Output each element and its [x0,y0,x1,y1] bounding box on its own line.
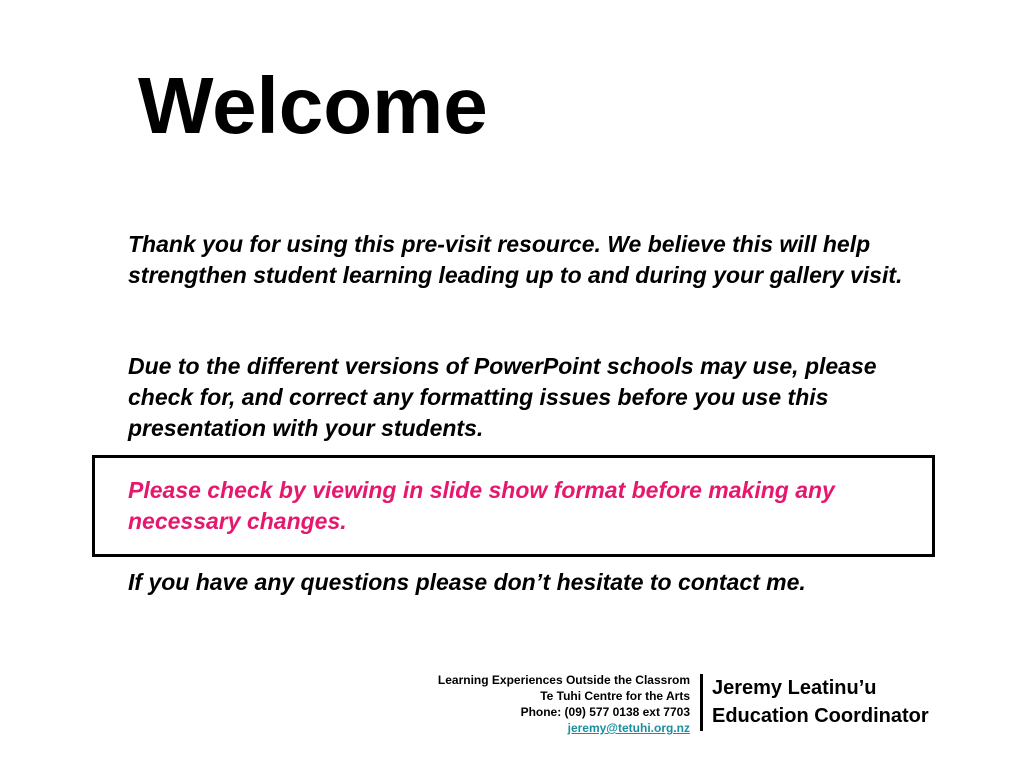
contact-email-link[interactable]: jeremy@tetuhi.org.nz [567,721,690,735]
contact-phone: Phone: (09) 577 0138 ext 7703 [520,705,690,719]
intro-paragraph: Thank you for using this pre-visit resource. We believe this will help strengthen student learning leading up to and during your gallery visit. [128,231,903,288]
slide-title: Welcome [138,61,488,150]
contact-organization-program: Learning Experiences Outside the Classrom [437,673,690,687]
signature-name: Jeremy Leatinu’u [712,677,877,699]
signature-block [712,674,929,730]
contact-invitation-paragraph: If you have any questions please don’t hesitate to contact me. [128,569,806,595]
formatting-notice-paragraph: Due to the different versions of PowerPoint schools may use, please check for, and correct any formatting issues before you use this presentation with your students. [128,353,877,441]
contact-organization-name: Te Tuhi Centre for the Arts [540,689,690,703]
signature-divider [700,674,703,731]
signature-role: Education Coordinator [712,705,929,727]
slideshow-check-notice: Please check by viewing in slide show format before making any necessary changes. [128,477,835,534]
contact-info [330,672,690,736]
